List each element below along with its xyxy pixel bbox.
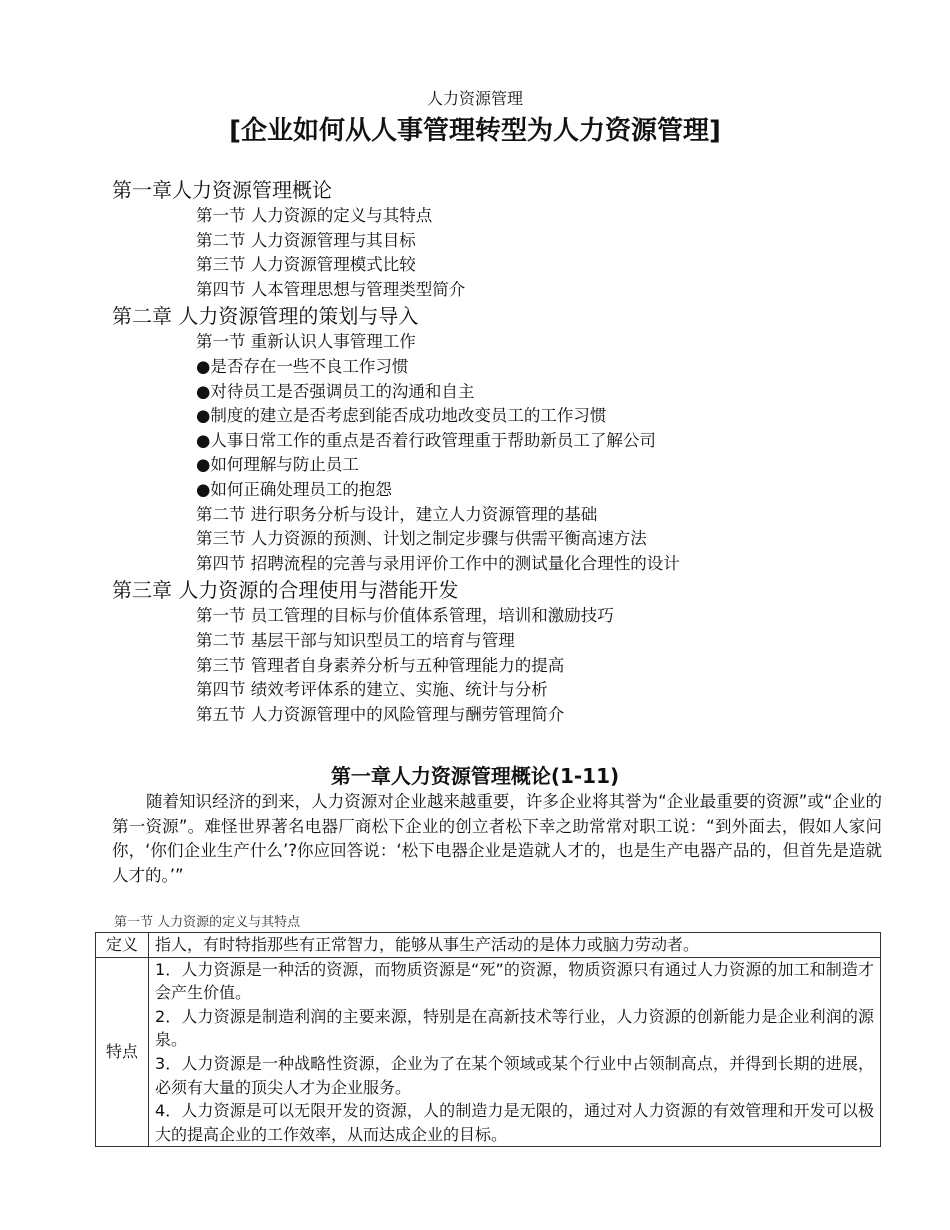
toc-bullet-item: ●如何正确处理员工的抱怨 [196, 479, 392, 499]
toc-section: 第一节 重新认识人事管理工作 [196, 332, 416, 352]
toc-section: 第四节 人本管理思想与管理类型简介 [196, 279, 466, 299]
features-label-cell: 特点 [96, 957, 149, 1147]
intro-paragraph: 随着知识经济的到来，人力资源对企业越来越重要，许多企业将其誉为“企业最重要的资源”或“企业的第一资源”。难怪世界著名电器厂商松下企业的创立者松下幸之助常常对职工说：“到外面去，假如人家问你，‘你们企业生产什么’?你应回答说：‘松下电器企业是造就人才的，也是生产电器产品的，但首先是造就人才的。’” [112, 792, 882, 885]
toc-section: 第二节 进行职务分析与设计，建立人力资源管理的基础 [196, 504, 598, 524]
toc-section: 第一节 员工管理的目标与价值体系管理，培训和激励技巧 [196, 606, 614, 626]
toc-section: 第五节 人力资源管理中的风险管理与酬劳管理简介 [196, 704, 565, 724]
feature-item: 2．人力资源是制造利润的主要来源，特别是在高新技术等行业，人力资源的创新能力是企业利润的源泉。 [155, 1006, 874, 1050]
toc-section: 第四节 绩效考评体系的建立、实施、统计与分析 [196, 680, 548, 700]
toc-section: 第四节 招聘流程的完善与录用评价工作中的测试量化合理性的设计 [196, 553, 680, 573]
toc-section: 第一节 人力资源的定义与其特点 [196, 206, 433, 225]
definition-table [95, 932, 881, 1147]
toc-section: 第二节 人力资源管理与其目标 [196, 230, 416, 250]
feature-item: 1．人力资源是一种活的资源，而物质资源是“死”的资源，物质资源只有通过人力资源的加工和制造才会产生价值。 [155, 959, 874, 1003]
feature-item: 4．人力资源是可以无限开发的资源，人的制造力是无限的，通过对人力资源的有效管理和开发可以极大的提高企业的工作效率，从而达成企业的目标。 [155, 1101, 874, 1144]
feature-item: 3．人力资源是一种战略性资源，企业为了在某个领域或某个行业中占领制高点，并得到长期的进展，必须有大量的顶尖人才为企业服务。 [155, 1053, 874, 1097]
toc-chapter-3: 第三章 人力资源的合理使用与潜能开发 [112, 578, 459, 603]
toc-bullet-item: ●对待员工是否强调员工的沟通和自主 [196, 381, 475, 401]
toc-section: 第三节 人力资源管理模式比较 [196, 255, 416, 275]
chapter-heading: 第一章人力资源管理概论(1-11) [330, 764, 620, 788]
header-small-title: 人力资源管理 [426, 89, 523, 108]
table-row [96, 957, 881, 1147]
toc-bullet-item: ●如何理解与防止员工 [196, 455, 359, 475]
definition-text-cell: 指人，有时特指那些有正常智力，能够从事生产活动的是体力或脑力劳动者。 [149, 933, 881, 958]
definition-label-cell: 定义 [96, 933, 149, 958]
toc-chapter-2: 第二章 人力资源管理的策划与导入 [112, 304, 419, 329]
toc-bullet-item: ●人事日常工作的重点是否着行政管理重于帮助新员工了解公司 [196, 430, 656, 450]
section-caption: 第一节 人力资源的定义与其特点 [114, 915, 301, 930]
toc-bullet-item: ●制度的建立是否考虑到能否成功地改变员工的工作习惯 [196, 406, 607, 426]
toc-section: 第三节 管理者自身素养分析与五种管理能力的提高 [196, 655, 565, 675]
features-cell [149, 957, 881, 1147]
toc-section: 第二节 基层干部与知识型员工的培育与管理 [196, 630, 515, 650]
table-row [96, 933, 881, 958]
toc-section: 第三节 人力资源的预测、计划之制定步骤与供需平衡高速方法 [196, 529, 647, 549]
toc-chapter-1: 第一章人力资源管理概论 [112, 178, 332, 202]
main-title: [企业如何从人事管理转型为人力资源管理] [229, 116, 721, 146]
table-of-contents [112, 176, 872, 727]
toc-bullet-item: ●是否存在一些不良工作习惯 [196, 356, 409, 376]
